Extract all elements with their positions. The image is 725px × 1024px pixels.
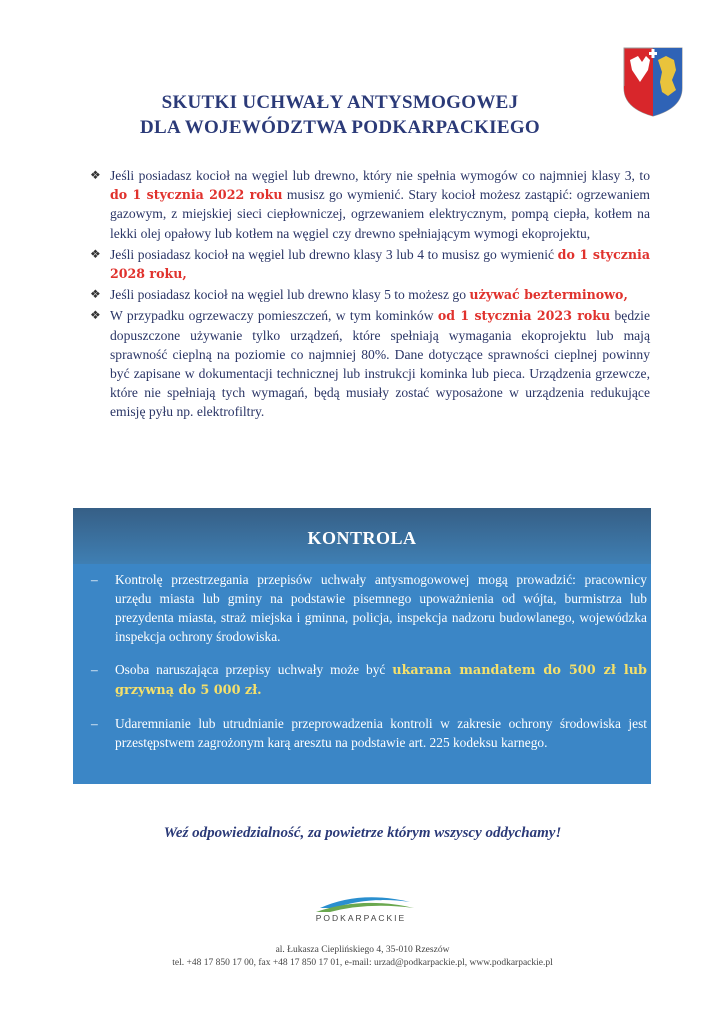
diamond-bullet-icon: ❖ — [90, 168, 101, 182]
slogan: Weź odpowiedzialność, za powietrze którym wszyscy oddychamy! — [163, 825, 562, 841]
dash-bullet-icon: – — [91, 572, 98, 587]
deadline-highlight: od 1 stycznia 2023 roku — [437, 308, 611, 324]
kontrola-list — [87, 570, 647, 766]
title-line-2: DLA WOJEWÓDZTWA PODKARPACKIEGO — [140, 117, 540, 138]
deadline-highlight: używać bezterminowo — [469, 287, 624, 303]
diamond-bullet-icon: ❖ — [90, 246, 101, 261]
kontrola-title: KONTROLA — [307, 528, 417, 548]
contact-line: tel. +48 17 850 17 00, fax +48 17 850 17 01, e-mail: urzad@podkarpackie.pl, www.podkarpackie.pl — [172, 958, 553, 968]
logo-text: PODKARPACKIE — [315, 913, 407, 923]
list-item: – Osoba naruszająca przepisy uchwały może być ukarana mandatem do 500 zł lub grzywną do 5 000 zł. — [91, 662, 647, 698]
list-item: ❖ Jeśli posiadasz kocioł na węgiel lub drewno, który nie spełnia wymogów co najmniej klasy 3, to do 1 stycznia 2022 roku musisz go wymienić. Stary kocioł możesz zastąpić: ogrzewaniem gazowym, z miejskiej sieci ciepłowniczej, ogrzewaniem elektrycznym, pompą ciepła, kotłem na lekki olej opałowy lub kotłem na węgiel czy drewno spełniającym wymogi ekoprojektu, — [90, 168, 650, 241]
diamond-bullet-icon: ❖ — [90, 287, 101, 302]
deadline-highlight: do 1 stycznia 2028 roku — [110, 246, 650, 282]
diamond-bullet-icon: ❖ — [90, 308, 101, 323]
regulation-list — [90, 166, 650, 424]
address-line: al. Łukasza Cieplińskiego 4, 35-010 Rzeszów — [275, 945, 450, 955]
list-item: – Udaremnianie lub utrudnianie przeprowadzenia kontroli w zakresie ochrony środowiska jest przestępstwem zagrożonym karą aresztu na podstawie art. 225 kodeksu karnego. — [91, 716, 647, 750]
list-item: ❖ Jeśli posiadasz kocioł na węgiel lub drewno klasy 5 to możesz go używać bezterminowo, — [90, 285, 650, 304]
penalty-highlight: ukarana mandatem do 500 zł lub grzywną do 5 000 zł. — [115, 663, 647, 698]
list-item: ❖ W przypadku ogrzewaczy pomieszczeń, w tym kominków od 1 stycznia 2023 roku będzie dopuszczone używanie tylko urządzeń, które spełniają wymagania ekoprojektu lub mają sprawność cieplną na poziomie co najmniej 80%. Dane dotyczące sprawności cieplnej powinny być zapisane w dokumentacji technicznej lub instrukcji kominka lub pieca. Urządzenia grzewcze, które nie spełniają tych wymagań, będą musiały zostać wyposażone w urządzenia redukujące emisję pyłu np. elektrofiltry. — [90, 308, 650, 420]
dash-bullet-icon: – — [91, 716, 98, 731]
title-line-1: SKUTKI UCHWAŁY ANTYSMOGOWEJ — [161, 92, 519, 113]
deadline-highlight: do 1 stycznia 2022 roku — [110, 187, 283, 203]
dash-bullet-icon: – — [91, 662, 98, 677]
list-item: ❖ Jeśli posiadasz kocioł na węgiel lub drewno klasy 3 lub 4 to musisz go wymienić do 1 stycznia 2028 roku, — [90, 246, 650, 282]
page-title — [90, 90, 590, 140]
coat-of-arms-icon — [622, 46, 684, 118]
kontrola-box — [73, 508, 651, 784]
list-item: – Kontrolę przestrzegania przepisów uchwały antysmogowowej mogą prowadzić: pracownicy urzędu miasta lub gminy na podstawie pisemnego upoważnienia od wójta, burmistrza lub prezydenta miasta, straż miejska i gminna, policja, inspekcja nadzoru budowlanego, wojewódzka inspekcja ochrony środowiska. — [91, 572, 647, 644]
footer-address — [0, 944, 725, 970]
